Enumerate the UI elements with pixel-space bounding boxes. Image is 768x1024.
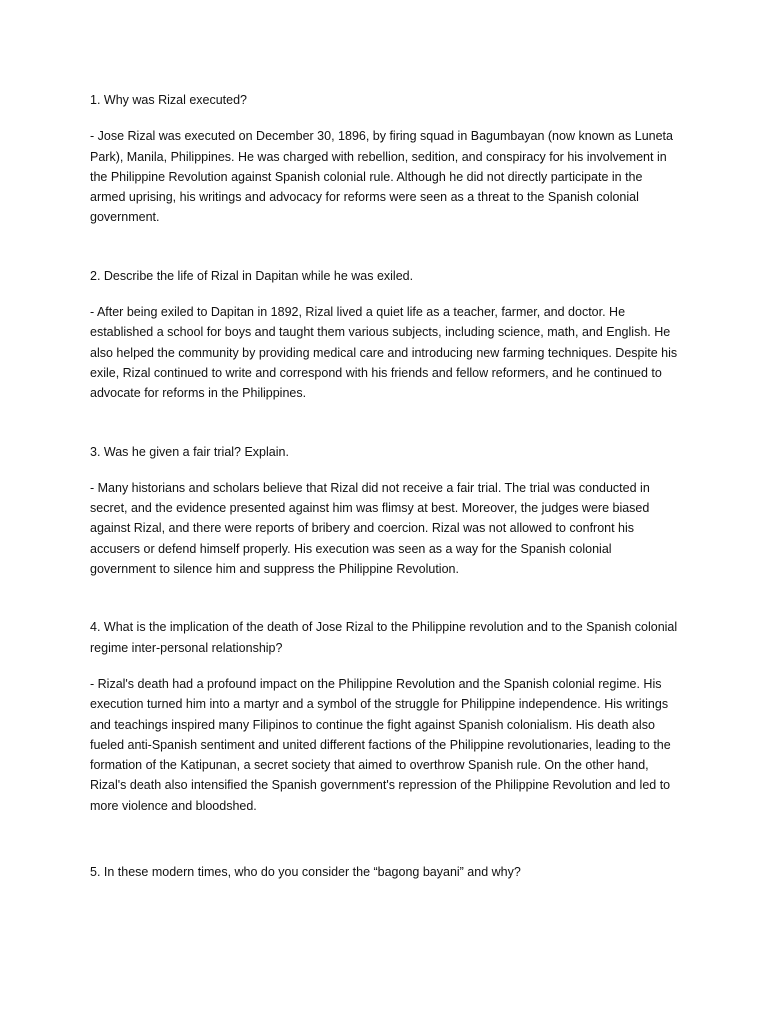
document-page: [90, 90, 680, 898]
answer-1: - Jose Rizal was executed on December 30, 1896, by firing squad in Bagumbayan (now known as Luneta Park), Manila, Philippines. He was charged with rebellion, sedition, and conspiracy for his involvement in the Philippine Revolution against Spanish colonial rule. Although he did not directly participate in the armed uprising, his writings and advocacy for reforms were seen as a threat to the Spanish colonial government.: [90, 129, 673, 225]
qa-item-3: [90, 442, 680, 580]
question-5: 5. In these modern times, who do you consider the “bagong bayani” and why?: [90, 865, 521, 880]
qa-item-5: [90, 862, 680, 882]
qa-item-1: [90, 90, 680, 228]
answer-4: - Rizal's death had a profound impact on the Philippine Revolution and the Spanish colonial regime. His execution turned him into a martyr and a symbol of the struggle for Philippine independence. His writings and teachings inspired many Filipinos to continue the fight against Spanish colonialism. His death also fueled anti-Spanish sentiment and united different factions of the Philippine revolutionaries, leading to the formation of the Katipunan, a secret society that aimed to overthrow Spanish rule. On the other hand, Rizal's death also intensified the Spanish government's repression of the Philippine Revolution and led to more violence and bloodshed.: [90, 676, 671, 813]
answer-2: - After being exiled to Dapitan in 1892, Rizal lived a quiet life as a teacher, farmer, and doctor. He established a school for boys and taught them various subjects, including science, math, and English. He also helped the community by providing medical care and introducing new farming techniques. Despite his exile, Rizal continued to write and correspond with his friends and fellow reformers, and he continued to advocate for reforms in the Philippines.: [90, 305, 678, 401]
question-1: 1. Why was Rizal executed?: [90, 93, 248, 107]
qa-item-2: [90, 266, 680, 404]
question-3: 3. Was he given a fair trial? Explain.: [90, 444, 289, 459]
question-4: 4. What is the implication of the death of Jose Rizal to the Philippine revolution and to the Spanish colonial regime inter-personal relationship?: [90, 620, 678, 655]
question-2: 2. Describe the life of Rizal in Dapitan while he was exiled.: [90, 268, 414, 283]
qa-item-4: [90, 617, 680, 816]
answer-3: - Many historians and scholars believe that Rizal did not receive a fair trial. The trial was conducted in secret, and the evidence presented against him was flimsy at best. Moreover, the judges were biased against Rizal, and there were reports of bribery and coercion. Rizal was not allowed to confront his accusers or defend himself properly. His execution was seen as a way for the Spanish colonial government to silence him and suppress the Philippine Revolution.: [90, 480, 650, 577]
